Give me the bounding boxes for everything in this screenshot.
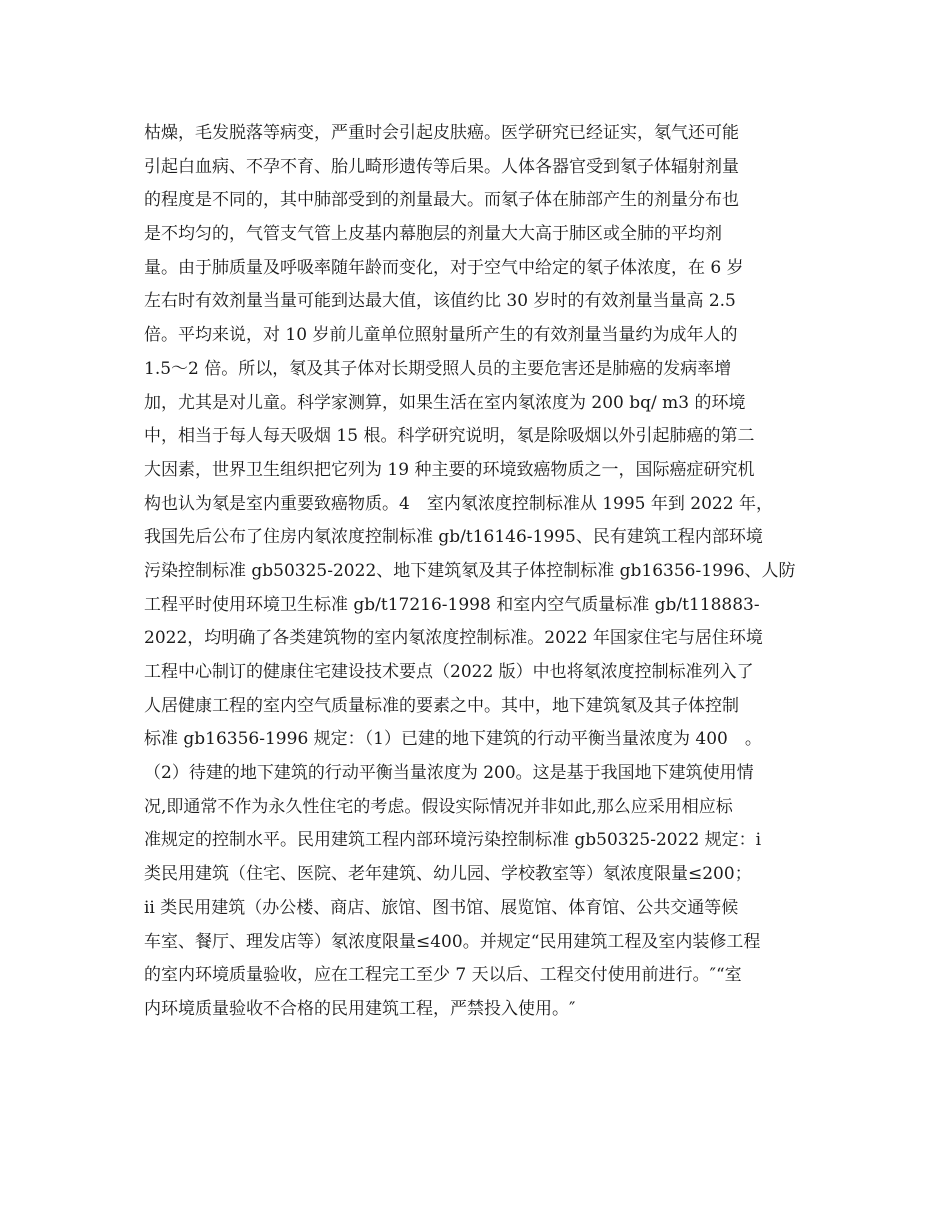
text-line: （2）待建的地下建筑的行动平衡当量浓度为 200。这是基于我国地下建筑使用情 bbox=[144, 763, 754, 784]
text-line: 污染控制标准 gb50325-2022、地下建筑氡及其子体控制标准 gb16356-1996、人防 bbox=[144, 560, 796, 581]
text-line: 倍。平均来说，对 10 岁前儿童单位照射量所产生的有效剂量当量约为成年人的 bbox=[144, 325, 738, 346]
text-line: 工程中心制订的健康住宅建设技术要点（2022 版）中也将氡浓度控制标准列入了 bbox=[144, 662, 754, 682]
text-line: 车室、餐厅、理发店等）氡浓度限量≤400。并规定“民用建筑工程及室内装修工程 bbox=[144, 931, 761, 952]
text-line: 大因素，世界卫生组织把它列为 19 种主要的环境致癌物质之一，国际癌症研究机 bbox=[144, 459, 755, 480]
text-line: 是不均匀的，气管支气管上皮基内幕胞层的剂量大大高于肺区或全肺的平均剂 bbox=[144, 224, 722, 245]
text-line: 加，尤其是对儿童。科学家测算，如果生活在室内氡浓度为 200 bq/ m3 的环境 bbox=[144, 392, 746, 413]
text-line: 标准 gb16356-1996 规定：（1）已建的地下建筑的行动平衡当量浓度为 400 。 bbox=[144, 729, 762, 750]
text-line: 内环境质量验收不合格的民用建筑工程，严禁投入使用。″ bbox=[144, 998, 576, 1019]
text-line: 引起白血病、不孕不育、胎儿畸形遗传等后果。人体各器官受到氡子体辐射剂量 bbox=[144, 156, 739, 177]
text-line: 的室内环境质量验收，应在工程完工至少 7 天以后、工程交付使用前进行。″“室 bbox=[144, 965, 742, 986]
text-line: ii 类民用建筑（办公楼、商店、旅馆、图书馆、展览馆、体育馆、公共交通等候 bbox=[144, 897, 739, 918]
text-line: 工程平时使用环境卫生标准 gb/t17216-1998 和室内空气质量标准 gb/t118883- bbox=[144, 594, 760, 615]
text-line: 2022，均明确了各类建筑物的室内氡浓度控制标准。2022 年国家住宅与居住环境 bbox=[144, 628, 763, 649]
text-line: 况,即通常不作为永久性住宅的考虑。假设实际情况并非如此,那么应采用相应标 bbox=[144, 796, 733, 817]
text-line: 的程度是不同的，其中肺部受到的剂量最大。而氡子体在肺部产生的剂量分布也 bbox=[144, 190, 739, 211]
text-line: 1.5～2 倍。所以，氡及其子体对长期受照人员的主要危害还是肺癌的发病率增 bbox=[144, 358, 732, 379]
text-line: 我国先后公布了住房内氡浓度控制标准 gb/t16146-1995、民有建筑工程内部环境 bbox=[144, 527, 763, 548]
text-line: 类民用建筑（住宅、医院、老年建筑、幼儿园、学校教室等）氡浓度限量≤200； bbox=[144, 864, 752, 885]
text-line: 人居健康工程的室内空气质量标准的要素之中。其中，地下建筑氡及其子体控制 bbox=[144, 695, 739, 716]
text-line: 枯燥，毛发脱落等病变，严重时会引起皮肤癌。医学研究已经证实，氡气还可能 bbox=[144, 123, 739, 143]
text-line: 量。由于肺质量及呼吸率随年龄而变化，对于空气中给定的氡子体浓度，在 6 岁 bbox=[144, 257, 744, 278]
text-line: 准规定的控制水平。民用建筑工程内部环境污染控制标准 gb50325-2022 规定：i bbox=[144, 830, 762, 851]
text-line: 中，相当于每人每天吸烟 15 根。科学研究说明，氡是除吸烟以外引起肺癌的第二 bbox=[144, 426, 755, 447]
text-line: 构也认为氡是室内重要致癌物质。4 室内氡浓度控制标准从 1995 年到 2022 年， bbox=[144, 493, 773, 514]
body-text bbox=[144, 117, 824, 1027]
text-line: 左右时有效剂量当量可能到达最大值，该值约比 30 岁时的有效剂量当量高 2.5 bbox=[144, 291, 736, 312]
